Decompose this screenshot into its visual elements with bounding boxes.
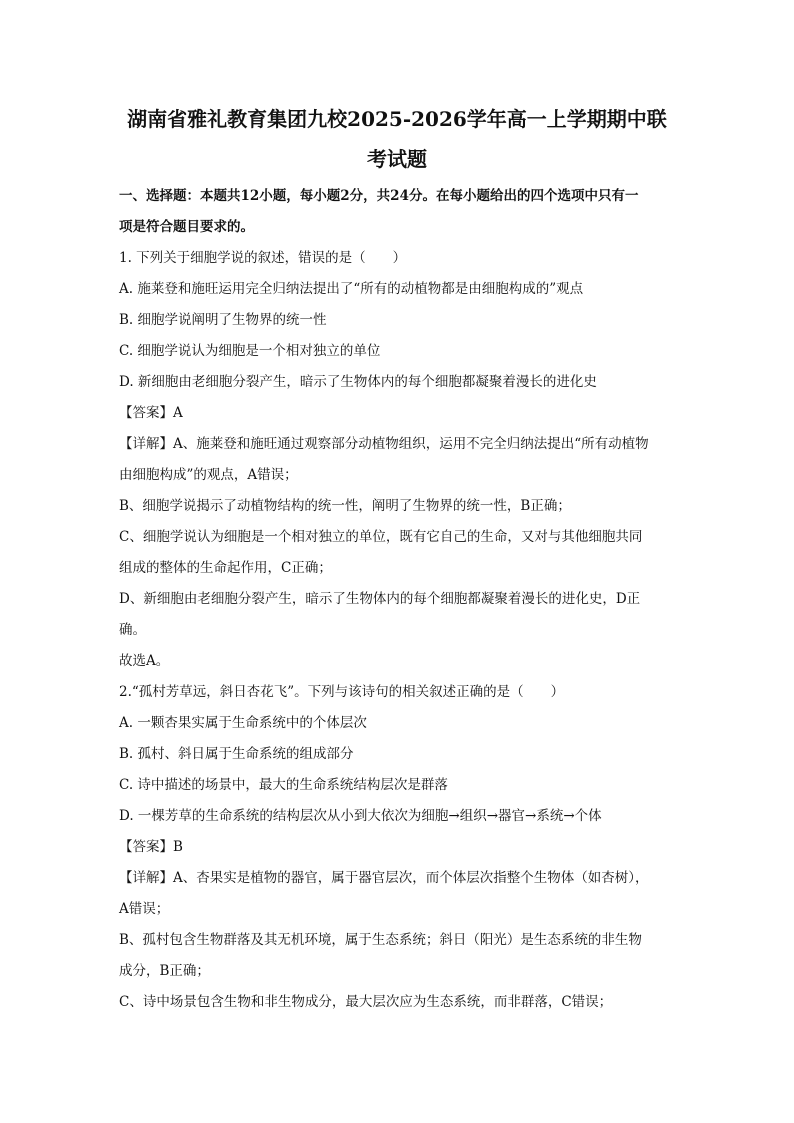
question-1-conclusion: 故选A。 [119,653,170,669]
question-1-option-d: D. 新细胞由老细胞分裂产生，暗示了生物体内的每个细胞都凝聚着漫长的进化史 [119,374,597,390]
question-2-option-a: A. 一颗杏果实属于生命系统中的个体层次 [119,715,367,731]
question-1-explain-line: 确。 [119,622,146,638]
question-1-option-b: B. 细胞学说阐明了生物界的统一性 [119,312,327,328]
question-2-explain-line: 【详解】A、杏果实是植物的器官，属于器官层次，而个体层次指整个生物体（如杏树）， [119,870,649,886]
question-1-explain-line: B、细胞学说揭示了动植物结构的统一性，阐明了生物界的统一性，B正确； [119,498,571,514]
question-1-explain-line: 【详解】A、施莱登和施旺通过观察部分动植物组织，运用不完全归纳法提出“所有动植物 [119,436,649,452]
question-2-explain-line: B、孤村包含生物群落及其无机环境，属于生态系统；斜日（阳光）是生态系统的非生物 [119,932,642,948]
section-header-line-1: 一、选择题：本题共12小题，每小题2分，共24分。在每小题给出的四个选项中只有一 [119,188,639,204]
question-2-explain-line: 成分，B正确； [119,963,210,979]
question-1-option-a: A. 施莱登和施旺运用完全归纳法提出了“所有的动植物都是由细胞构成的”观点 [119,281,584,297]
question-2-option-c: C. 诗中描述的场景中，最大的生命系统结构层次是群落 [119,777,448,793]
question-2-answer: 【答案】B [119,839,183,855]
question-1-answer: 【答案】A [119,405,183,421]
question-1-explain-line: 组成的整体的生命起作用，C正确； [119,560,332,576]
question-1-explain-line: 由细胞构成”的观点，A错误； [119,467,298,483]
question-2-explain-line: C、诗中场景包含生物和非生物成分，最大层次应为生态系统，而非群落，C错误； [119,994,613,1010]
question-1-explain-line: D、新细胞由老细胞分裂产生，暗示了生物体内的每个细胞都凝聚着漫长的进化史，D正 [119,591,641,607]
document-title-line-1: 湖南省雅礼教育集团九校2025-2026学年高一上学期期中联 [127,107,667,131]
section-header-line-2: 项是符合题目要求的。 [119,219,254,235]
question-1-stem: 1. 下列关于细胞学说的叙述，错误的是（ ） [119,250,407,266]
question-2-stem: 2.“孤村芳草远，斜日杏花飞”。下列与该诗句的相关叙述正确的是（ ） [119,684,565,700]
document-title-line-2: 考试题 [367,147,427,171]
question-2-option-d: D. 一棵芳草的生命系统的结构层次从小到大依次为细胞→组织→器官→系统→个体 [119,808,602,824]
question-1-explain-line: C、细胞学说认为细胞是一个相对独立的单位，既有它自己的生命，又对与其他细胞共同 [119,529,643,545]
question-2-explain-line: A错误； [119,901,170,917]
question-2-option-b: B. 孤村、斜日属于生命系统的组成部分 [119,746,354,762]
question-1-option-c: C. 细胞学说认为细胞是一个相对独立的单位 [119,343,381,359]
